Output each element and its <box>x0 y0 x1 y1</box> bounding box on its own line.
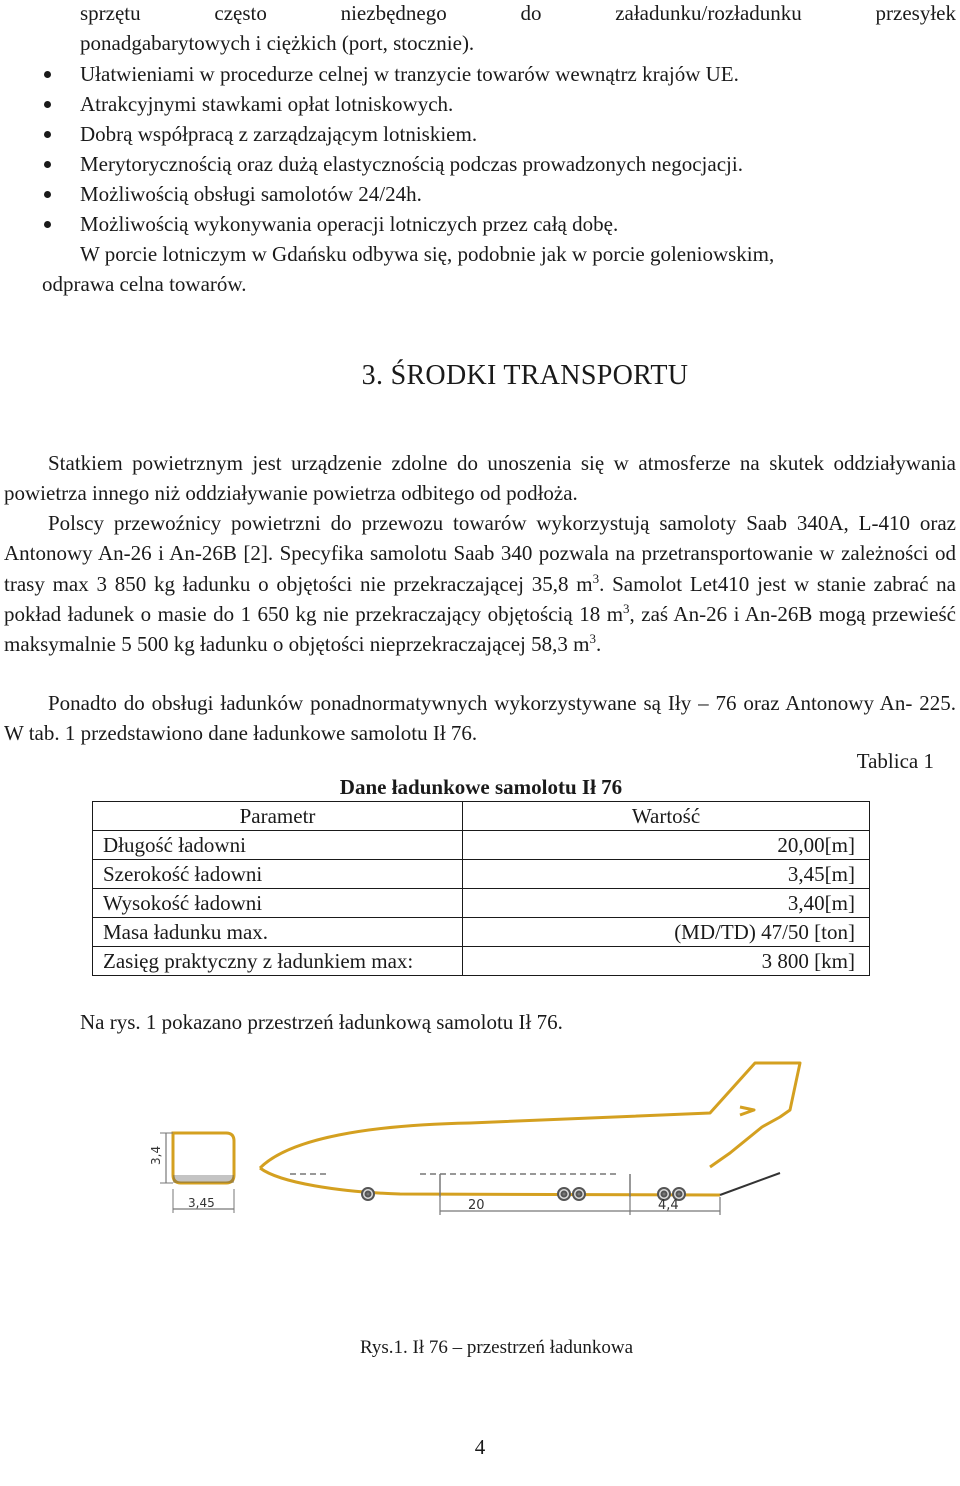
table-cell-value: 3,45[m] <box>463 860 870 889</box>
table-header-row <box>93 802 870 831</box>
table-cell-value: 20,00[m] <box>463 831 870 860</box>
bullet-item: Atrakcyjnymi stawkami opłat lotniskowych. <box>80 92 454 116</box>
table-header-value: Wartość <box>463 802 870 831</box>
closing-line-2: odprawa celna towarów. <box>42 272 247 296</box>
cargo-data-table <box>92 801 870 976</box>
bullet-dot-icon <box>44 71 51 78</box>
table-cell-parameter: Długość ładowni <box>93 831 463 860</box>
table-cell-value: (MD/TD) 47/50 [ton] <box>463 918 870 947</box>
dimension-length-label: 20 <box>468 1198 485 1213</box>
paragraph-carriers <box>4 508 956 659</box>
paragraph-il76: Ponadto do obsługi ładunków ponadnormatywnych wykorzystywane są Iły – 76 oraz Antonowy An- 225. W tab. 1 przedstawiono dane ładunkowe samolotu Ił 76. <box>4 691 956 746</box>
bullet-item: Merytorycznością oraz dużą elastycznością podczas prowadzonych negocjacji. <box>80 152 743 176</box>
intro-line-1: sprzętu często niezbędnego do załadunku/rozładunku przesyłek <box>80 1 956 25</box>
bullet-dot-icon <box>44 191 51 198</box>
closing-line-1: W porcie lotniczym w Gdańsku odbywa się, podobnie jak w porcie goleniowskim, <box>80 242 775 266</box>
bullet-dot-icon <box>44 131 51 138</box>
paragraph-carriers-part-b: . Samolot Let410 jest w stanie zabrać na pokład ładunek o masie do 1 650 kg nie przekraczający objętością 18 m <box>4 571 956 626</box>
paragraph-carriers-part-a: Polscy przewoźnicy powietrzni do przewozu towarów wykorzystują samoloty Saab 340A, L-410 oraz Antonowy An-26 i An-26B [2]. Specyfika samolotu Saab 340 pozwala na przetransportowanie w zależności od trasy max 3 850 kg ładunku o objętości nie przekraczającej 35,8 m <box>4 511 956 596</box>
bullet-item: Ułatwieniami w procedurze celnej w tranzycie towarów wewnątrz krajów UE. <box>80 62 739 86</box>
dimension-height-label: 3,4 <box>149 1145 163 1165</box>
table-row <box>93 860 870 889</box>
superscript-cubic: 3 <box>589 631 596 647</box>
cargo-hold-drawing <box>140 1055 920 1325</box>
table-header-parameter: Parametr <box>93 802 463 831</box>
superscript-cubic: 3 <box>623 600 630 616</box>
bullet-item: Możliwością wykonywania operacji lotniczych przez całą dobę. <box>80 212 619 236</box>
bullet-dot-icon <box>44 101 51 108</box>
bullet-dot-icon <box>44 221 51 228</box>
table-row <box>93 889 870 918</box>
superscript-cubic: 3 <box>592 570 600 586</box>
table-cell-parameter: Szerokość ładowni <box>93 860 463 889</box>
table-cell-parameter: Wysokość ładowni <box>93 889 463 918</box>
table-row <box>93 947 870 976</box>
cargo-ramp <box>720 1173 780 1195</box>
bullet-dot-icon <box>44 161 51 168</box>
table-cell-parameter: Masa ładunku max. <box>93 918 463 947</box>
section-heading: 3. ŚRODKI TRANSPORTU <box>361 360 689 391</box>
figure-caption: Rys.1. Ił 76 – przestrzeń ładunkowa <box>360 1337 634 1358</box>
figure-intro: Na rys. 1 pokazano przestrzeń ładunkową samolotu Ił 76. <box>80 1010 563 1034</box>
dimension-width-label: 3,45 <box>188 1196 215 1210</box>
page-number: 4 <box>474 1435 486 1459</box>
table-row <box>93 831 870 860</box>
table-caption: Tablica 1 <box>856 749 934 773</box>
table-cell-parameter: Zasięg praktyczny z ładunkiem max: <box>93 947 463 976</box>
paragraph-carriers-part-d: . <box>595 632 602 657</box>
paragraph-carriers-part-c: , zaś An-26 i An-26B mogą przewieść maksymalnie 5 500 kg ładunku o objętości nieprzekraczającej 58,3 m <box>4 601 956 657</box>
bullet-item: Możliwością obsługi samolotów 24/24h. <box>80 182 422 206</box>
table-title: Dane ładunkowe samolotu Ił 76 <box>339 775 623 799</box>
paragraph-definition: Statkiem powietrznym jest urządzenie zdolne do unoszenia się w atmosferze na skutek oddziaływania powietrza innego niż oddziaływanie powietrza odbitego od podłoża. <box>4 451 956 506</box>
fuselage-outline <box>260 1063 800 1195</box>
table-cell-value: 3 800 [km] <box>463 947 870 976</box>
table-cell-value: 3,40[m] <box>463 889 870 918</box>
intro-line-2: ponadgabarytowych i ciężkich (port, stocznie). <box>80 31 475 55</box>
table-row <box>93 918 870 947</box>
bullet-item: Dobrą współpracą z zarządzającym lotniskiem. <box>80 122 478 146</box>
dimension-ramp-label: 4,4 <box>658 1198 679 1213</box>
